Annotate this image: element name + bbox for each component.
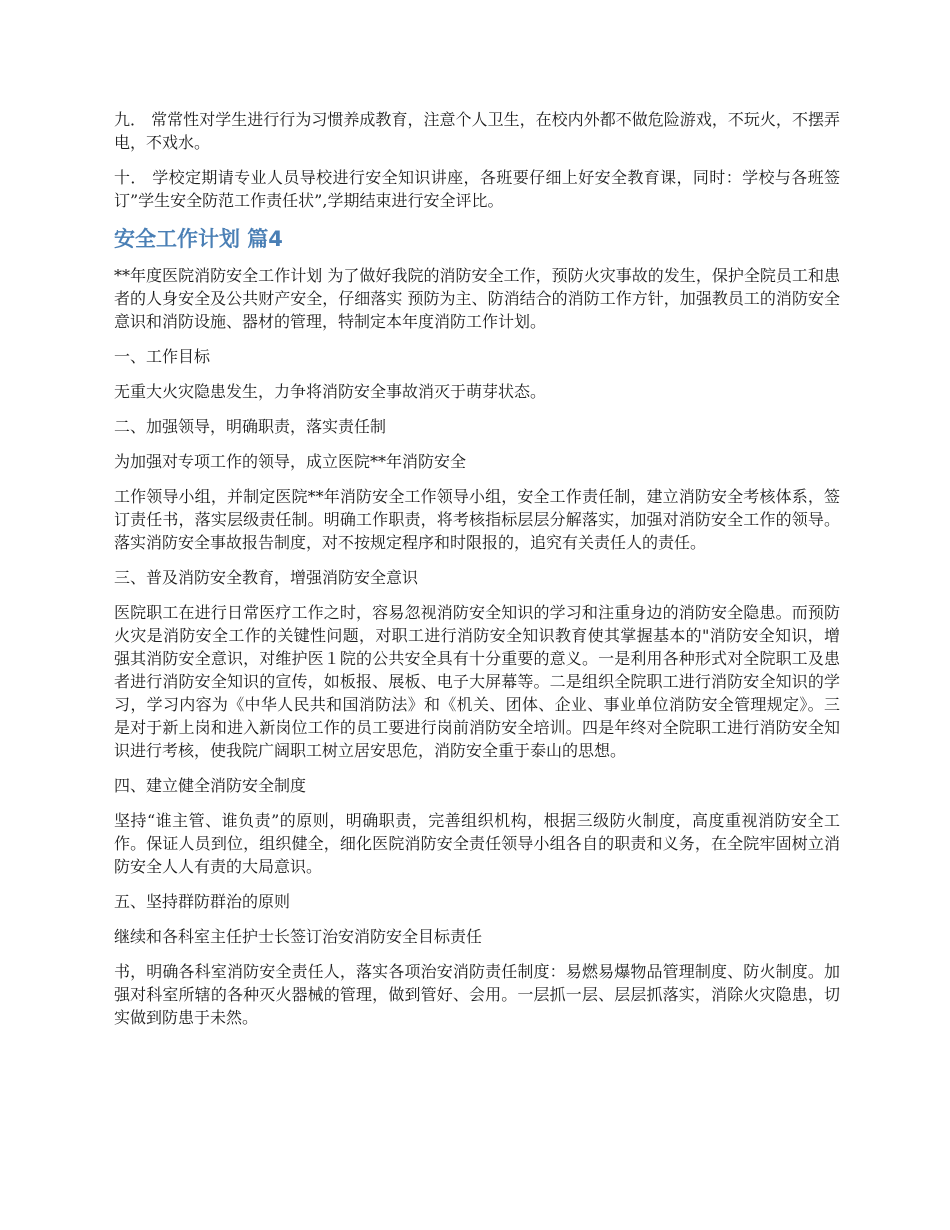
paragraph: 无重大火灾隐患发生，力争将消防安全事故消灭于萌芽状态。 [114, 382, 547, 401]
paragraph: 医院职工在进行日常医疗工作之时，容易忽视消防安全知识的学习和注重身边的消防安全隐患。而预防火灾是消防安全工作的关键性问题，对职工进行消防安全知识教育使其掌握基本的"消防安全知识，增强其消防安全意识，对维护医１院的公共安全具有十分重要的意义。一是利用各种形式对全院职工及患者进行消防安全知识的宣传，如板报、展板、电子大屏幕等。二是组织全院职工进行消防安全知识的学习，学习内容为《中华人民共和国消防法》和《机关、团体、企业、事业单位消防安全管理规定》。三是对于新上岗和进入新岗位工作的员工要进行岗前消防安全培训。四是年终对全院职工进行消防安全知识进行考核，使我院广阔职工树立居安思危，消防安全重于泰山的思想。 [114, 603, 840, 760]
paragraph: 继续和各科室主任护士长签订治安消防安全目标责任 [114, 927, 483, 946]
paragraph: 工作领导小组，并制定医院**年消防安全工作领导小组，安全工作责任制，建立消防安全考核体系，签订责任书，落实层级责任制。明确工作职责，将考核指标层层分解落实，加强对消防安全工作的领导。落实消防安全事故报告制度，对不按规定程序和时限报的，追究有关责任人的责任。 [114, 487, 840, 552]
paragraph: 书，明确各科室消防安全责任人，落实各项治安消防责任制度：易燃易爆物品管理制度、防火制度。加强对科室所辖的各种灭火器械的管理，做到管好、会用。一层抓一层、层层抓落实，消除火灾隐患，切实做到防患于未然。 [114, 962, 840, 1027]
paragraph-item-9: 九． 常常性对学生进行行为习惯养成教育，注意个人卫生，在校内外都不做危险游戏，不玩火，不摆弄电，不戏水。 [114, 110, 840, 152]
intro-paragraph: **年度医院消防安全工作计划 为了做好我院的消防安全工作，预防火灾事故的发生，保护全院员工和患者的人身安全及公共财产安全，仔细落实 预防为主、防消结合的消防工作方针，加强教员工的消防安全意识和消防设施、器材的管理，特制定本年度消防工作计划。 [114, 266, 840, 331]
section-heading: 安全工作计划 篇4 [114, 227, 283, 251]
subheading-work-goal: 一、工作目标 [114, 347, 211, 366]
document-page [114, 108, 840, 1041]
paragraph-item-10: 十． 学校定期请专业人员导校进行安全知识讲座，各班要仔细上好安全教育课，同时：学校与各班签订”学生安全防范工作责任状”,学期结束进行安全评比。 [114, 168, 840, 210]
paragraph: 为加强对专项工作的领导，成立医院**年消防安全 [114, 452, 467, 471]
paragraph: 坚持“谁主管、谁负责”的原则，明确职责，完善组织机构，根据三级防火制度，高度重视消防安全工作。保证人员到位，组织健全，细化医院消防安全责任领导小组各自的职责和义务，在全院牢固树立消防安全人人有责的大局意识。 [114, 811, 840, 876]
subheading-system: 四、建立健全消防安全制度 [114, 776, 307, 795]
subheading-education: 三、普及消防安全教育，增强消防安全意识 [114, 568, 419, 587]
subheading-leadership: 二、加强领导，明确职责，落实责任制 [114, 417, 387, 436]
subheading-mass-prevention: 五、坚持群防群治的原则 [114, 892, 291, 911]
